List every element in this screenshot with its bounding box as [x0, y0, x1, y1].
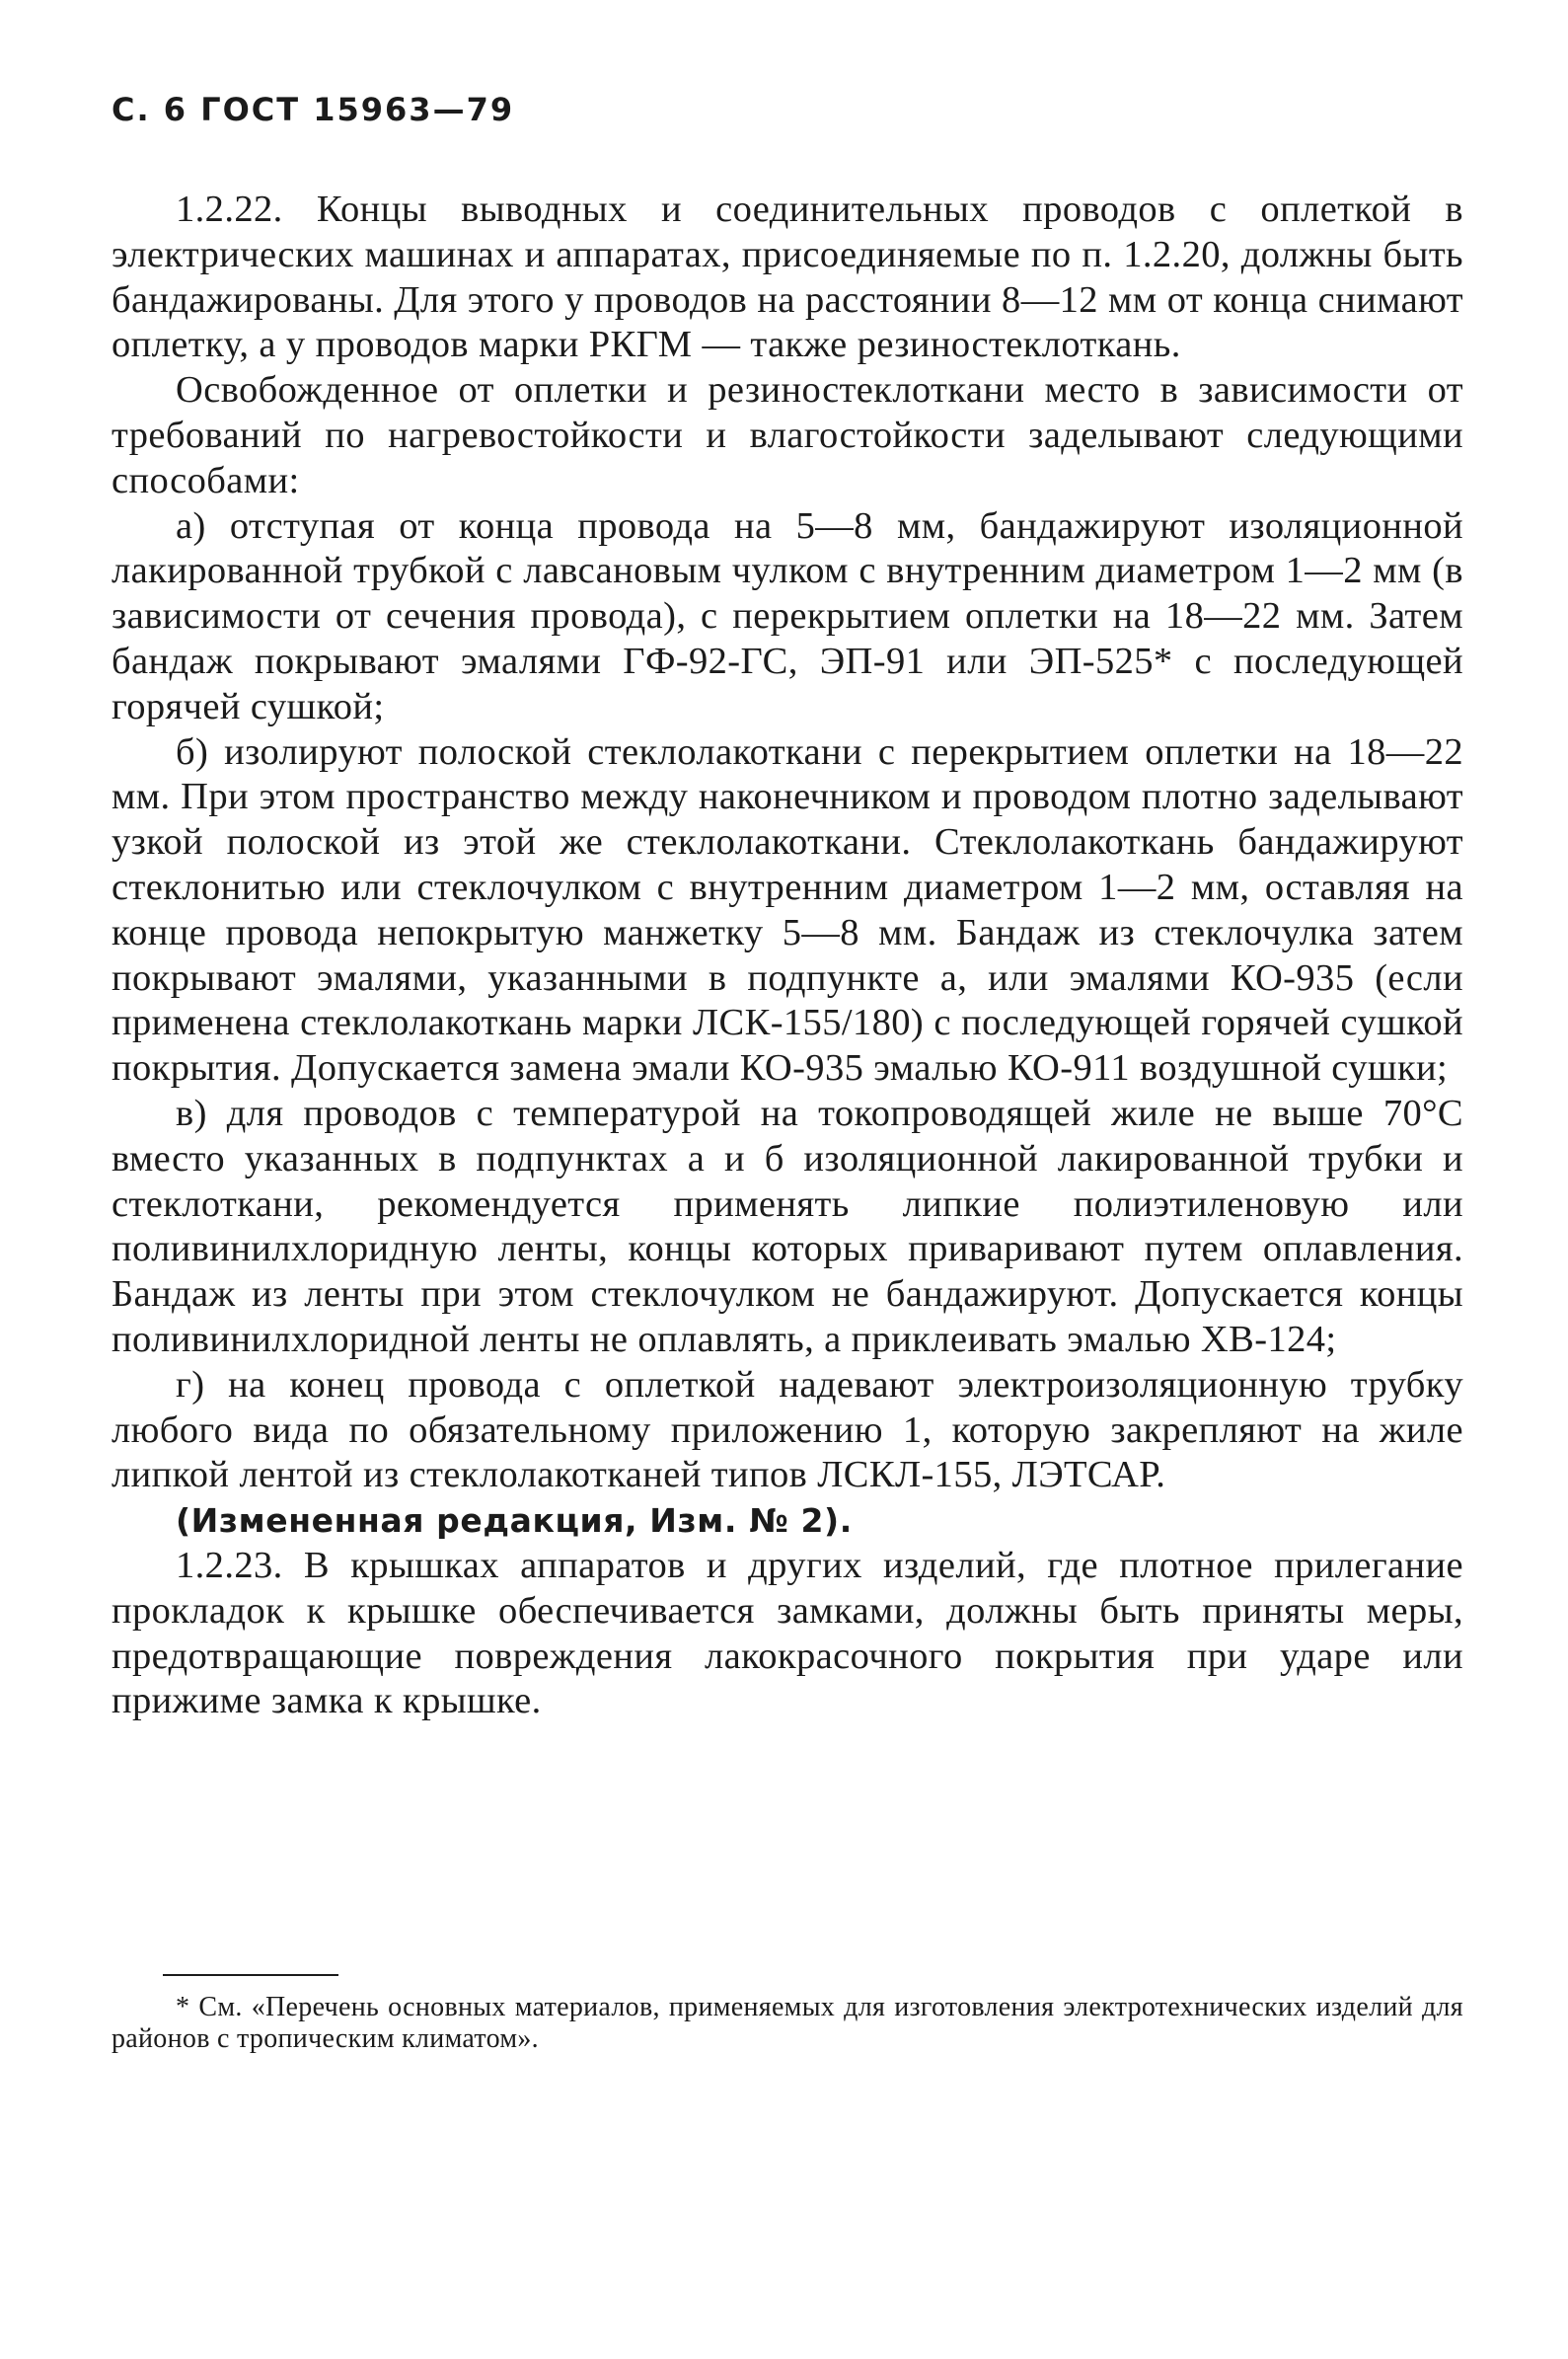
list-item-b: б) изолируют полоской стеклолакоткани с перекрытием оплетки на 18—22 мм. При этом пространство между наконечником и проводом плотно заделывают узкой полоской из этой же стеклолакоткани. Стеклолакоткань бандажируют стеклонитью или стеклочулком с внутренним диаметром 1—2 мм, оставляя на конце провода непокрытую манжетку 5—8 мм. Бандаж из стеклочулка затем покрывают эмалями, указанными в подпункте а, или эмалями КО-935 (если применена стеклолакоткань марки ЛСК-155/180) с последующей горячей сушкой покрытия. Допускается замена эмали КО-935 эмалью КО-911 воздушной сушки; [112, 730, 1463, 1090]
paragraph-1-2-22: 1.2.22. Концы выводных и соединительных проводов с оплеткой в электрических машинах и аппаратах, присоединяемые по п. 1.2.20, должны быть бандажированы. Для этого у проводов на расстоянии 8—12 мм от конца снимают оплетку, а у проводов марки РКГМ — также резиностеклоткань. [112, 189, 1463, 366]
footnote-divider [163, 1974, 338, 1976]
footnote-text: * См. «Перечень основных материалов, применяемых для изготовления электротехнических изделий для районов с тропическим климатом». [112, 1992, 1463, 2054]
list-item-v: в) для проводов с температурой на токопроводящей жиле не выше 70°С вместо указанных в подпунктах а и б изоляционной лакированной трубки и стеклоткани, рекомендуется применять липкие полиэтиленовую или поливинилхлоридную ленты, концы которых приваривают путем оплавления. Бандаж из ленты при этом стеклочулком не бандажируют. Допускается концы поливинилхлоридной ленты не оплавлять, а приклеивать эмалью ХВ-124; [112, 1092, 1463, 1360]
list-item-g: г) на конец провода с оплеткой надевают электроизоляционную трубку любого вида по обязательному приложению 1, которую закрепляют на жиле липкой лентой из стеклолакотканей типов ЛСКЛ-155, ЛЭТСАР. [112, 1363, 1463, 1496]
running-header: С. 6 ГОСТ 15963—79 [112, 91, 515, 128]
body-text [112, 188, 1463, 1724]
footnote [112, 1992, 1463, 2055]
list-item-a: а) отступая от конца провода на 5—8 мм, бандажируют изоляционной лакированной трубкой с лавсановым чулком с внутренним диаметром 1—2 мм (в зависимости от сечения провода), с перекрытием оплетки на 18—22 мм. Затем бандаж покрывают эмалями ГФ-92-ГС, ЭП-91 или ЭП-525* с последующей горячей сушкой; [112, 504, 1463, 727]
paragraph-1-2-23: 1.2.23. В крышках аппаратов и других изделий, где плотное прилегание прокладок к крышке обеспечивается замками, должны быть приняты меры, предотвращающие повреждения лакокрасочного покрытия при ударе или прижиме замка к крышке. [112, 1544, 1463, 1722]
paragraph-intro-methods: Освобожденное от оплетки и резиностеклоткани место в зависимости от требований по нагревостойкости и влагостойкости заделывают следующими способами: [112, 369, 1463, 501]
amendment-note: (Измененная редакция, Изм. № 2). [176, 1501, 853, 1541]
